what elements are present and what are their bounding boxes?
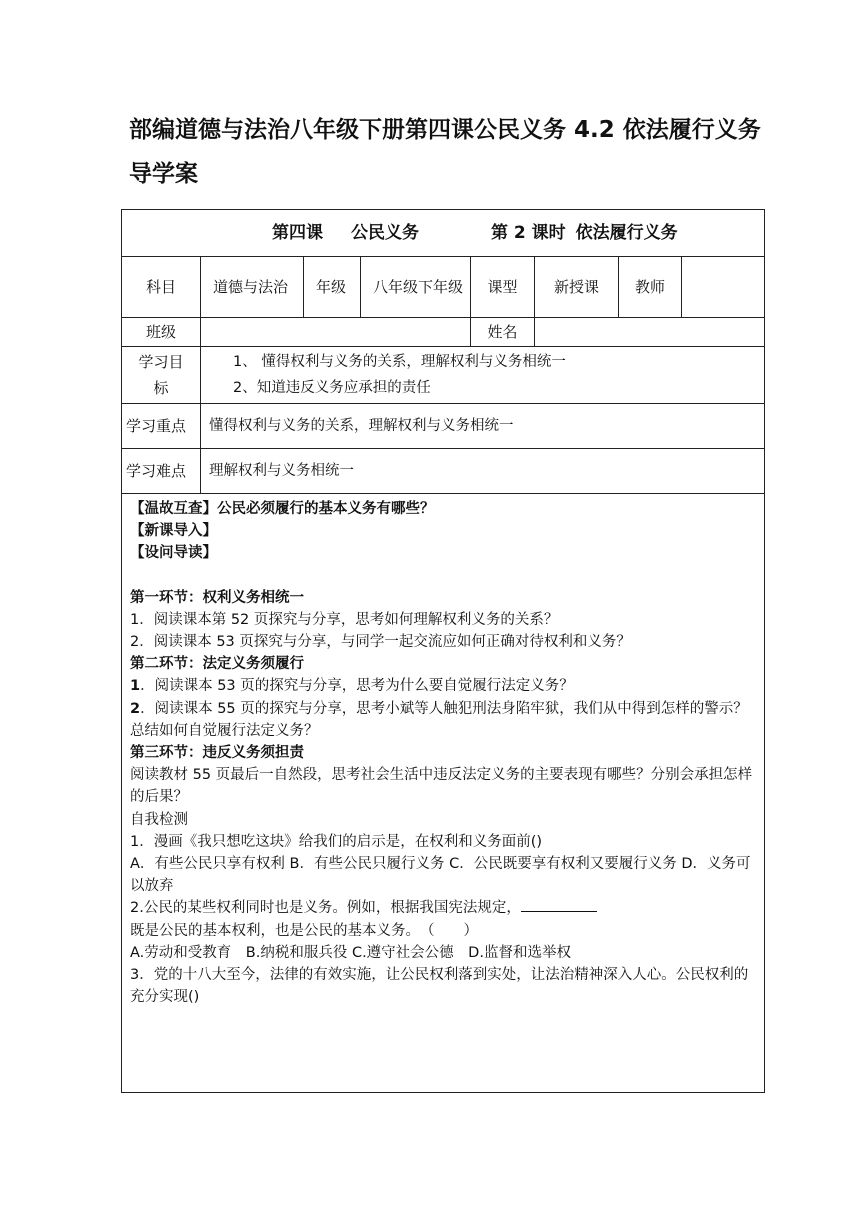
section-3-text: 阅读教材 55 页最后一自然段，思考社会生活中违反法定义务的主要表现有哪些？分别会承担怎样的后果？ <box>130 767 753 806</box>
class-row <box>122 318 765 347</box>
question-number: 1 <box>130 678 141 695</box>
goals-label: 学习目标 <box>122 347 201 404</box>
subject-label: 科目 <box>122 257 201 318</box>
lesson-header <box>122 210 765 257</box>
name-label: 姓名 <box>471 318 535 347</box>
content-row <box>122 494 765 1093</box>
goal-item: 2、知道违反义务应承担的责任 <box>233 380 431 396</box>
key-point-value: 懂得权利与义务的关系，理解权利与义务相统一 <box>201 404 765 449</box>
goal-item: 1、 懂得权利与义务的关系，理解权利与义务相统一 <box>233 354 566 370</box>
answer-blank <box>521 897 597 912</box>
document-title: 部编道德与法治八年级下册第四课公民义务 4.2 依法履行义务导学案 <box>129 117 761 187</box>
guide-heading: 【设问导读】 <box>130 545 217 562</box>
study-guide-table <box>121 209 765 1093</box>
question-number: 2 <box>130 700 141 717</box>
type-label: 课型 <box>471 257 535 318</box>
goals-content <box>201 347 765 404</box>
info-row <box>122 257 765 318</box>
question-text: ．阅读课本 55 页的探究与分享，思考小斌等人触犯刑法身陷牢狱，我们从中得到怎样的警示？ <box>140 700 748 717</box>
type-value: 新授课 <box>535 257 619 318</box>
section-1-question: 1．阅读课本第 52 页探究与分享，思考如何理解权利义务的关系？ <box>130 611 559 628</box>
teacher-label: 教师 <box>619 257 682 318</box>
section-2-summary: 总结如何自觉履行法定义务？ <box>130 722 319 739</box>
question-text: ．阅读课本 53 页的探究与分享，思考为什么要自觉履行法定义务？ <box>140 678 574 695</box>
header-row <box>122 210 765 257</box>
class-value <box>201 318 471 347</box>
self-test-heading: 自我检测 <box>130 811 188 828</box>
test-question-1-options: A．有些公民只享有权利 B．有些公民只履行义务 C．公民既要享有权利又要履行义务 D．义务可以放弃 <box>130 856 751 895</box>
key-point-label: 学习重点 <box>122 404 201 449</box>
period-number: 第 2 课时 <box>491 223 566 243</box>
section-1-question: 2．阅读课本 53 页探究与分享，与同学一起交流应如何正确对待权利和义务？ <box>130 634 631 651</box>
lesson-number: 第四课 <box>272 223 323 243</box>
section-1-title: 第一环节：权利义务相统一 <box>130 589 304 606</box>
grade-label: 年级 <box>304 257 361 318</box>
test-question-2-continued: 既是公民的基本权利，也是公民的基本义务。 （ ） <box>130 922 478 939</box>
period-name: 依法履行义务 <box>575 223 678 243</box>
question-text: 2.公民的某些权利同时也是义务。例如，根据我国宪法规定， <box>130 900 521 917</box>
test-question-2 <box>130 897 756 919</box>
test-question-3: 3．党的十八大至今，法律的有效实施，让公民权利落到实处，让法治精神深入人心。公民权利的充分实现() <box>130 967 749 1006</box>
section-2-question <box>130 698 756 720</box>
goals-row <box>122 347 765 404</box>
review-heading: 【温故互查】公民必须履行的基本义务有哪些？ <box>130 501 435 517</box>
difficulty-value: 理解权利与义务相统一 <box>201 449 765 494</box>
section-3-title: 第三环节：违反义务须担责 <box>130 745 304 762</box>
subject-value: 道德与法治 <box>201 257 304 318</box>
test-question-1: 1．漫画《我只想吃这块》给我们的启示是，在权利和义务面前() <box>130 833 543 850</box>
difficulty-label: 学习难点 <box>122 449 201 494</box>
difficulty-row <box>122 449 765 494</box>
intro-heading: 【新课导入】 <box>130 523 217 540</box>
teacher-value <box>682 257 765 318</box>
grade-value: 八年级下年级 <box>361 257 471 318</box>
section-2-title: 第二环节：法定义务须履行 <box>130 656 304 673</box>
main-content <box>122 494 765 1093</box>
class-label: 班级 <box>122 318 201 347</box>
lesson-name: 公民义务 <box>351 223 419 243</box>
name-value <box>535 318 765 347</box>
test-question-2-options: A.劳动和受教育 B.纳税和服兵役 C.遵守社会公德 D.监督和选举权 <box>130 944 571 961</box>
key-point-row <box>122 404 765 449</box>
section-2-question <box>130 675 756 697</box>
